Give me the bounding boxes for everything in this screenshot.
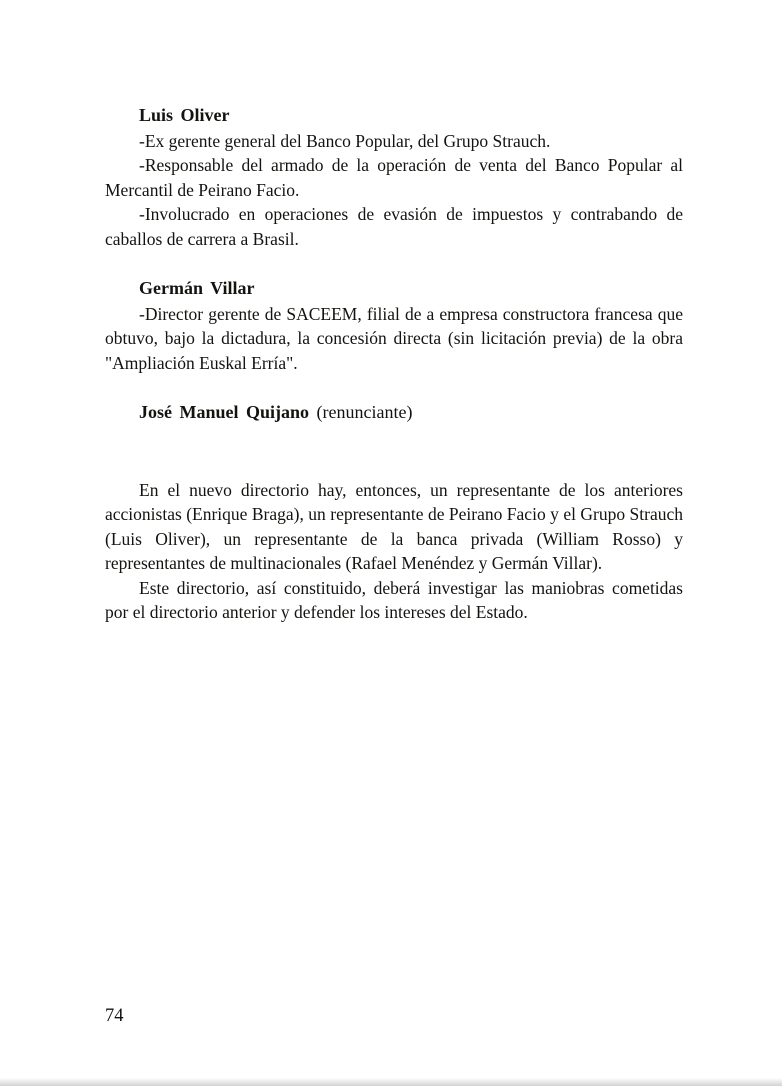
section-heading-jose-manuel-quijano	[105, 400, 683, 425]
section-german-villar	[105, 276, 683, 375]
bullet-paragraph: -Ex gerente general del Banco Popular, del Grupo Strauch.	[139, 130, 551, 151]
closing-block	[105, 478, 683, 625]
bullet-paragraph: -Director gerente de SACEEM, filial de a empresa constructora francesa que obtuvo, bajo la dictadura, la concesión directa (sin licitación previa) de la obra "Ampliación Euskal Erría".	[105, 303, 683, 373]
heading-note-text: (renunciante)	[316, 402, 413, 422]
bullet-paragraph: -Involucrado en operaciones de evasión de impuestos y contrabando de caballos de carrera a Brasil.	[105, 204, 683, 249]
section-jose-manuel-quijano	[105, 400, 683, 425]
bullet-paragraph: -Responsable del armado de la operación de venta del Banco Popular al Mercantil de Peirano Facio.	[105, 155, 683, 200]
heading-bold-text: José Manuel Quijano	[139, 402, 310, 422]
section-heading-luis-oliver: Luis Oliver	[139, 105, 230, 125]
closing-paragraph: En el nuevo directorio hay, entonces, un representante de los anteriores accionistas (Enrique Braga), un representante de Peirano Facio y el Grupo Strauch (Luis Oliver), un representante de la banca privada (William Rosso) y representantes de multinacionales (Rafael Menéndez y Germán Villar).	[105, 479, 683, 573]
closing-paragraph: Este directorio, así constituido, deberá investigar las maniobras cometidas por el directorio anterior y defender los intereses del Estado.	[105, 577, 683, 622]
page-content	[105, 103, 683, 625]
page-number: 74	[105, 1006, 124, 1026]
section-heading-german-villar: Germán Villar	[139, 278, 255, 298]
section-luis-oliver	[105, 103, 683, 251]
